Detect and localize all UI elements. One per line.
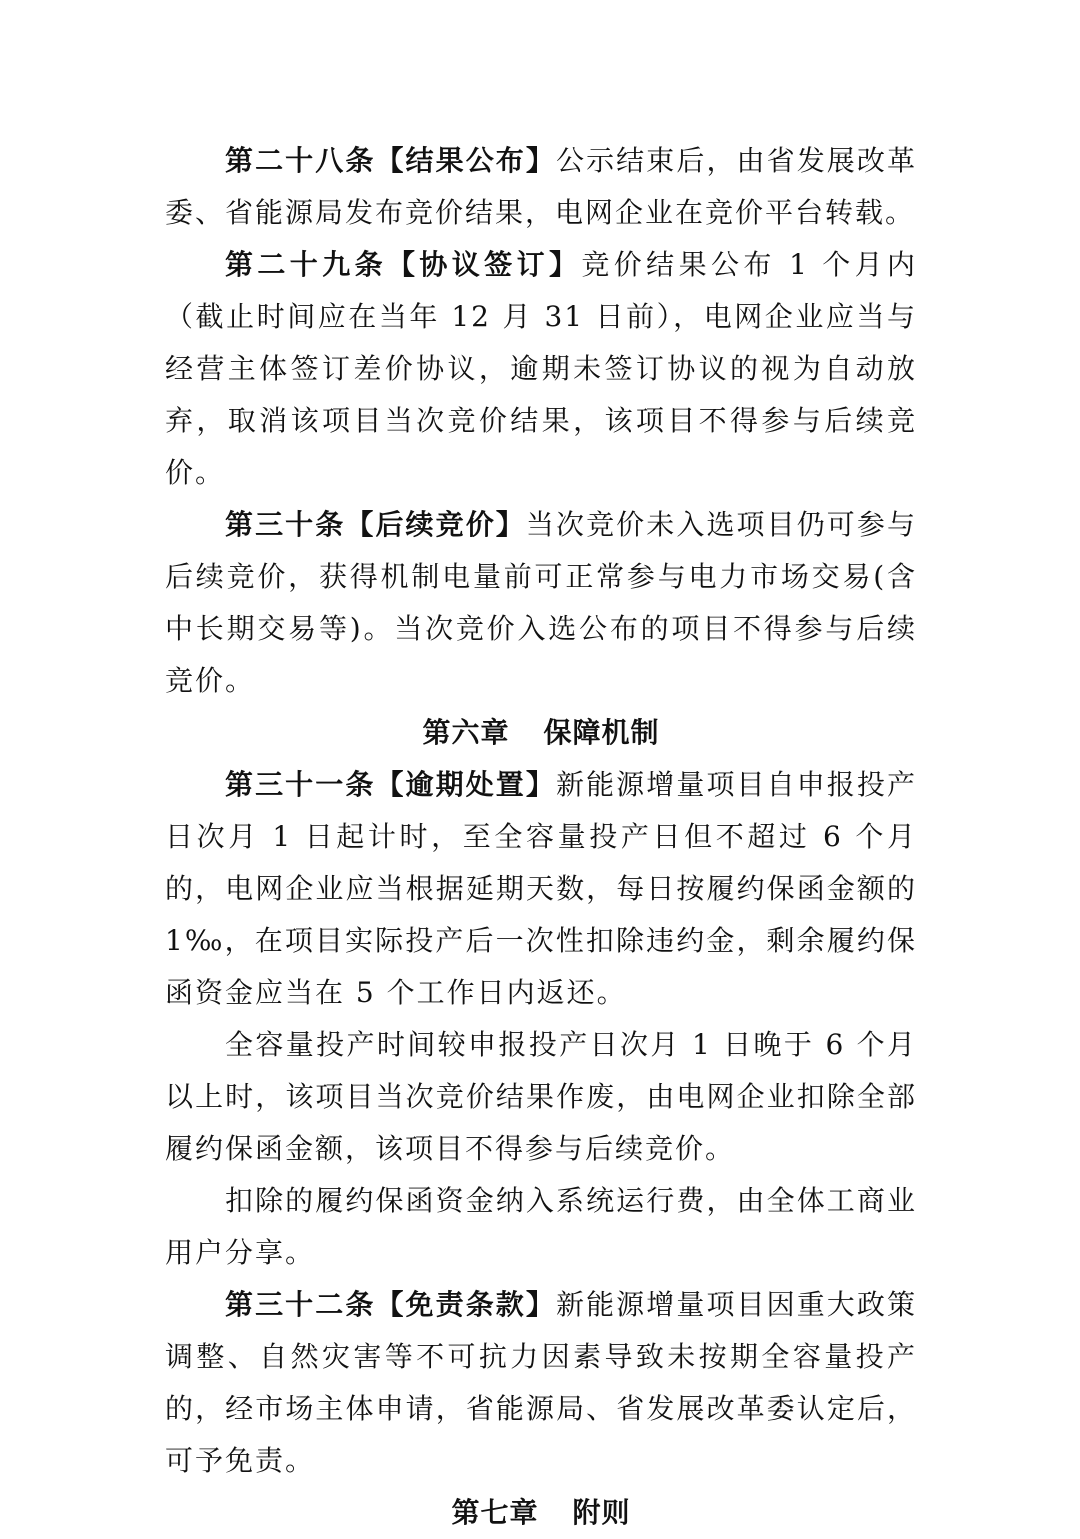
article-29 <box>165 239 917 499</box>
article-31 <box>165 759 917 1019</box>
chapter-6-title: 保障机制 <box>543 716 660 749</box>
article-30 <box>165 499 917 707</box>
paragraph-full-capacity-delay <box>165 1019 917 1175</box>
article-32-heading: 第三十二条【免责条款】 <box>225 1288 556 1321</box>
paragraph-full-capacity-delay-text: 全容量投产时间较申报投产日次月 1 日晚于 6 个月以上时，该项目当次竞价结果作废，由电网企业扣除全部履约保函金额，该项目不得参与后续竞价。 <box>165 1028 917 1165</box>
chapter-7-heading <box>165 1487 917 1539</box>
article-29-heading: 第二十九条【协议签订】 <box>225 248 582 281</box>
article-28-heading: 第二十八条【结果公布】 <box>225 144 556 177</box>
article-31-heading: 第三十一条【逾期处置】 <box>225 768 556 801</box>
chapter-7-number: 第七章 <box>451 1496 539 1529</box>
paragraph-deducted-funds-text: 扣除的履约保函资金纳入系统运行费，由全体工商业用户分享。 <box>165 1184 917 1269</box>
chapter-7-title: 附则 <box>572 1496 631 1529</box>
article-32-text: 新能源增量项目因重大政策调整、自然灾害等不可抗力因素导致未按期全容量投产的，经市场主体申请，省能源局、省发展改革委认定后，可予免责。 <box>165 1288 917 1477</box>
article-31-text: 新能源增量项目自申报投产日次月 1 日起计时，至全容量投产日但不超过 6 个月的，电网企业应当根据延期天数，每日按履约保函金额的 1‰，在项目实际投产后一次性扣除违约金，剩余履约保函资金应当在 5 个工作日内返还。 <box>165 768 917 1009</box>
article-29-text: 竞价结果公布 1 个月内（截止时间应在当年 12 月 31 日前），电网企业应当与经营主体签订差价协议，逾期未签订协议的视为自动放弃，取消该项目当次竞价结果，该项目不得参与后续竞价。 <box>165 248 917 489</box>
chapter-6-number: 第六章 <box>422 716 510 749</box>
article-28-text: 公示结束后，由省发展改革委、省能源局发布竞价结果，电网企业在竞价平台转载。 <box>165 144 917 229</box>
chapter-6-heading <box>165 707 917 759</box>
article-30-heading: 第三十条【后续竞价】 <box>225 508 526 541</box>
article-28 <box>165 135 917 239</box>
article-30-text: 当次竞价未入选项目仍可参与后续竞价，获得机制电量前可正常参与电力市场交易(含中长期交易等)。当次竞价入选公布的项目不得参与后续竞价。 <box>165 508 917 697</box>
article-32 <box>165 1279 917 1487</box>
paragraph-deducted-funds <box>165 1175 917 1279</box>
document-body <box>165 135 917 1539</box>
